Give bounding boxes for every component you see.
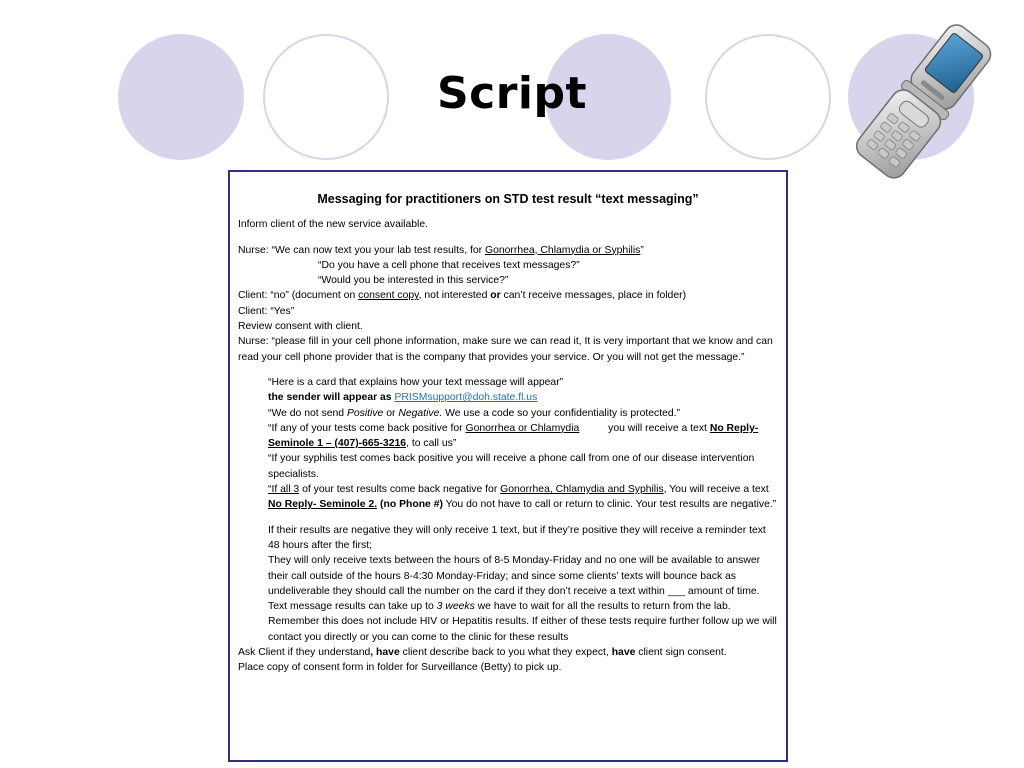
place-copy-line: Place copy of consent form in folder for Surveillance (Betty) to pick up. xyxy=(238,662,562,674)
sender-line: the sender will appear as PRISMsupport@doh.state.fl.us xyxy=(268,392,538,404)
question-cell-phone: “Do you have a cell phone that receives text messages?” xyxy=(318,259,580,271)
sender-email-link[interactable]: PRISMsupport@doh.state.fl.us xyxy=(394,392,538,404)
question-interest: “Would you be interested in this service?” xyxy=(318,275,509,287)
no-send-line: “We do not send Positive or Negative. We use a code so your confidentiality is protected.” xyxy=(268,407,681,419)
inform-line: Inform client of the new service available. xyxy=(238,219,429,231)
hours-line: They will only receive texts between the hours of 8-5 Monday-Friday and no one will be available to answer their call outside of the hours 8-4:30 Monday-Friday; and since some clients’ texts will bounce back as undeliverable they should call the number on the card if they don’t receive a text within ___ amount of time. xyxy=(268,555,761,597)
syphilis-line: “If your syphilis test comes back positive you will receive a phone call from one of our disease intervention specialists. xyxy=(268,453,755,480)
three-weeks-line: Text message results can take up to 3 weeks we have to wait for all the results to return from the lab. xyxy=(268,601,731,613)
script-document xyxy=(228,170,788,762)
nurse-fill-in-line: Nurse: “please fill in your cell phone information, make sure we can read it, It is very important that we know and can read your cell phone provider that is the company that provides your service. Or you will not get the message.” xyxy=(238,336,773,363)
slide-title: Script xyxy=(436,68,588,119)
client-no-line: Client: “no” (document on consent copy, not interested or can’t receive messages, place in folder) xyxy=(238,290,687,302)
negative-result-line: “If all 3 of your test results come back negative for Gonorrhea, Chlamydia and Syphilis, You will receive a text No Reply- Seminole 2. (no Phone #) You do not have to call or return to clinic. Your test results are negative.” xyxy=(268,484,777,511)
hiv-hepatitis-line: Remember this does not include HIV or Hepatitis results. If either of these tests require further follow up we will contact you directly or you can come to the clinic for these results xyxy=(268,616,777,643)
reminder-text-line: If their results are negative they will only receive 1 text, but if they’re positive they will receive a reminder text 48 hours after the first; xyxy=(268,524,766,551)
positive-result-line: “If any of your tests come back positive for Gonorrhea or Chlamydia you will receive a text No Reply-Seminole 1 – (407)-665-3216, to call us” xyxy=(268,422,759,450)
nurse-intro-line: Nurse: “We can now text you your lab test results, for Gonorrhea, Chlamydia or Syphilis” xyxy=(238,244,644,256)
document-heading: Messaging for practitioners on STD test result “text messaging” xyxy=(317,192,699,206)
review-line: Review consent with client. xyxy=(238,321,363,333)
ask-client-line: Ask Client if they understand, have client describe back to you what they expect, have client sign consent. xyxy=(238,647,727,659)
client-yes-line: Client: “Yes” xyxy=(238,305,295,317)
card-line: “Here is a card that explains how your text message will appear” xyxy=(268,376,564,388)
flip-phone-icon xyxy=(838,16,1008,186)
